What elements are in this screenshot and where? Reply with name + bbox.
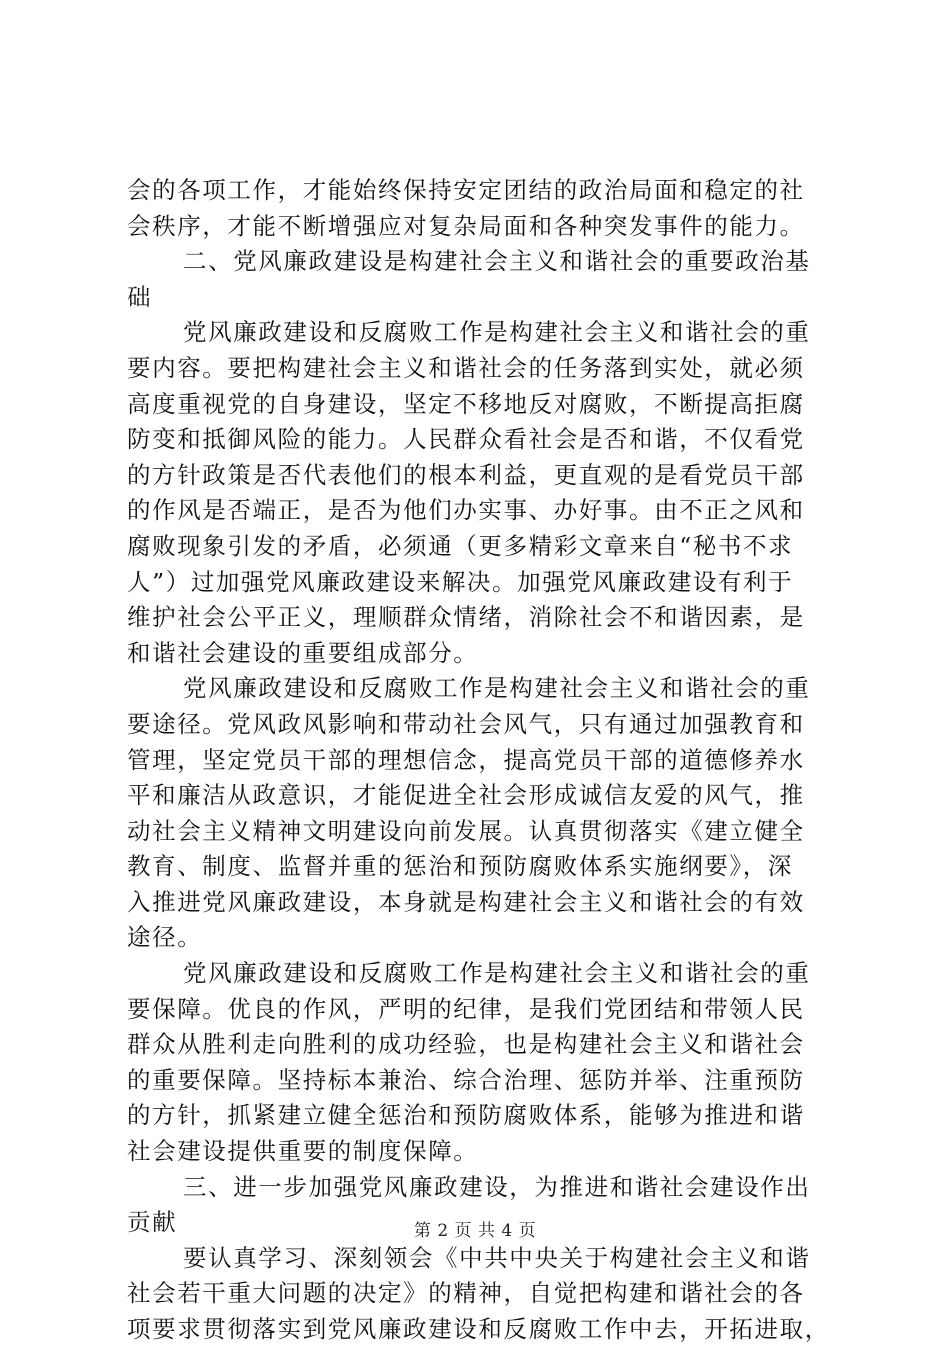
text-line: 党风廉政建设和反腐败工作是构建社会主义和谐社会的重: [183, 959, 811, 988]
text-line: 和谐社会建设的重要组成部分。: [127, 638, 479, 667]
text-line: 人”）过加强党风廉政建设来解决。加强党风廉政建设有利于: [127, 567, 794, 596]
text-line: 平和廉洁从政意识，才能促进全社会形成诚信友爱的风气，推: [127, 781, 805, 810]
text-line: 的方针，抓紧建立健全惩治和预防腐败体系，能够为推进和谐: [127, 1101, 805, 1130]
text-line: 要内容。要把构建社会主义和谐社会的任务落到实处，就必须: [127, 353, 805, 382]
text-line: 维护社会公平正义，理顺群众情绪，消除社会不和谐因素，是: [127, 603, 805, 632]
text-line: 群众从胜利走向胜利的成功经验，也是构建社会主义和谐社会: [127, 1030, 805, 1059]
text-line: 腐败现象引发的矛盾，必须通（更多精彩文章来自“秘书不求: [127, 531, 794, 560]
text-line: 管理，坚定党员干部的理想信念，提高党员干部的道德修养水: [127, 745, 805, 774]
text-line: 防变和抵御风险的能力。人民群众看社会是否和谐，不仅看党: [127, 425, 805, 454]
text-line: 的方针政策是否代表他们的根本利益，更直观的是看党员干部: [127, 460, 805, 489]
text-line: 要途径。党风政风影响和带动社会风气，只有通过加强教育和: [127, 709, 805, 738]
text-line: 贡献: [127, 1208, 178, 1237]
text-line: 会的各项工作，才能始终保持安定团结的政治局面和稳定的社: [127, 176, 805, 204]
text-line: 项要求贯彻落实到党风廉政建设和反腐败工作中去，开拓进取，: [127, 1315, 830, 1343]
text-line: 二、党风廉政建设是构建社会主义和谐社会的重要政治基: [183, 247, 811, 276]
text-line: 的作风是否端正，是否为他们办实事、办好事。由不正之风和: [127, 496, 805, 525]
text-line: 教育、制度、监督并重的惩治和预防腐败体系实施纲要》，深: [127, 852, 793, 881]
document-body: [127, 173, 839, 1348]
text-line: 社会若干重大问题的决定》的精神，自觉把构建和谐社会的各: [127, 1279, 805, 1308]
text-line: 党风廉政建设和反腐败工作是构建社会主义和谐社会的重: [183, 674, 811, 703]
text-line: 三、进一步加强党风廉政建设，为推进和谐社会建设作出: [183, 1172, 811, 1201]
text-line: 党风廉政建设和反腐败工作是构建社会主义和谐社会的重: [183, 318, 811, 347]
text-line: 会秩序，才能不断增强应对复杂局面和各种突发事件的能力。: [127, 211, 805, 240]
text-line: 动社会主义精神文明建设向前发展。认真贯彻落实《建立健全: [127, 816, 805, 845]
text-line: 高度重视党的自身建设，坚定不移地反对腐败，不断提高拒腐: [127, 389, 805, 418]
text-line: 入推进党风廉政建设，本身就是构建社会主义和谐社会的有效: [127, 887, 805, 916]
text-line: 础: [127, 282, 153, 311]
text-line: 的重要保障。坚持标本兼治、综合治理、惩防并举、注重预防: [127, 1065, 805, 1094]
text-line: 社会建设提供重要的制度保障。: [127, 1137, 479, 1166]
text-line: 要认真学习、深刻领会《中共中央关于构建社会主义和谐: [183, 1243, 811, 1272]
text-line: 要保障。优良的作风，严明的纪律，是我们党团结和带领人民: [127, 994, 805, 1023]
page-number-footer: 第 2 页 共 4 页: [413, 1221, 537, 1241]
text-line: 途径。: [127, 923, 203, 952]
